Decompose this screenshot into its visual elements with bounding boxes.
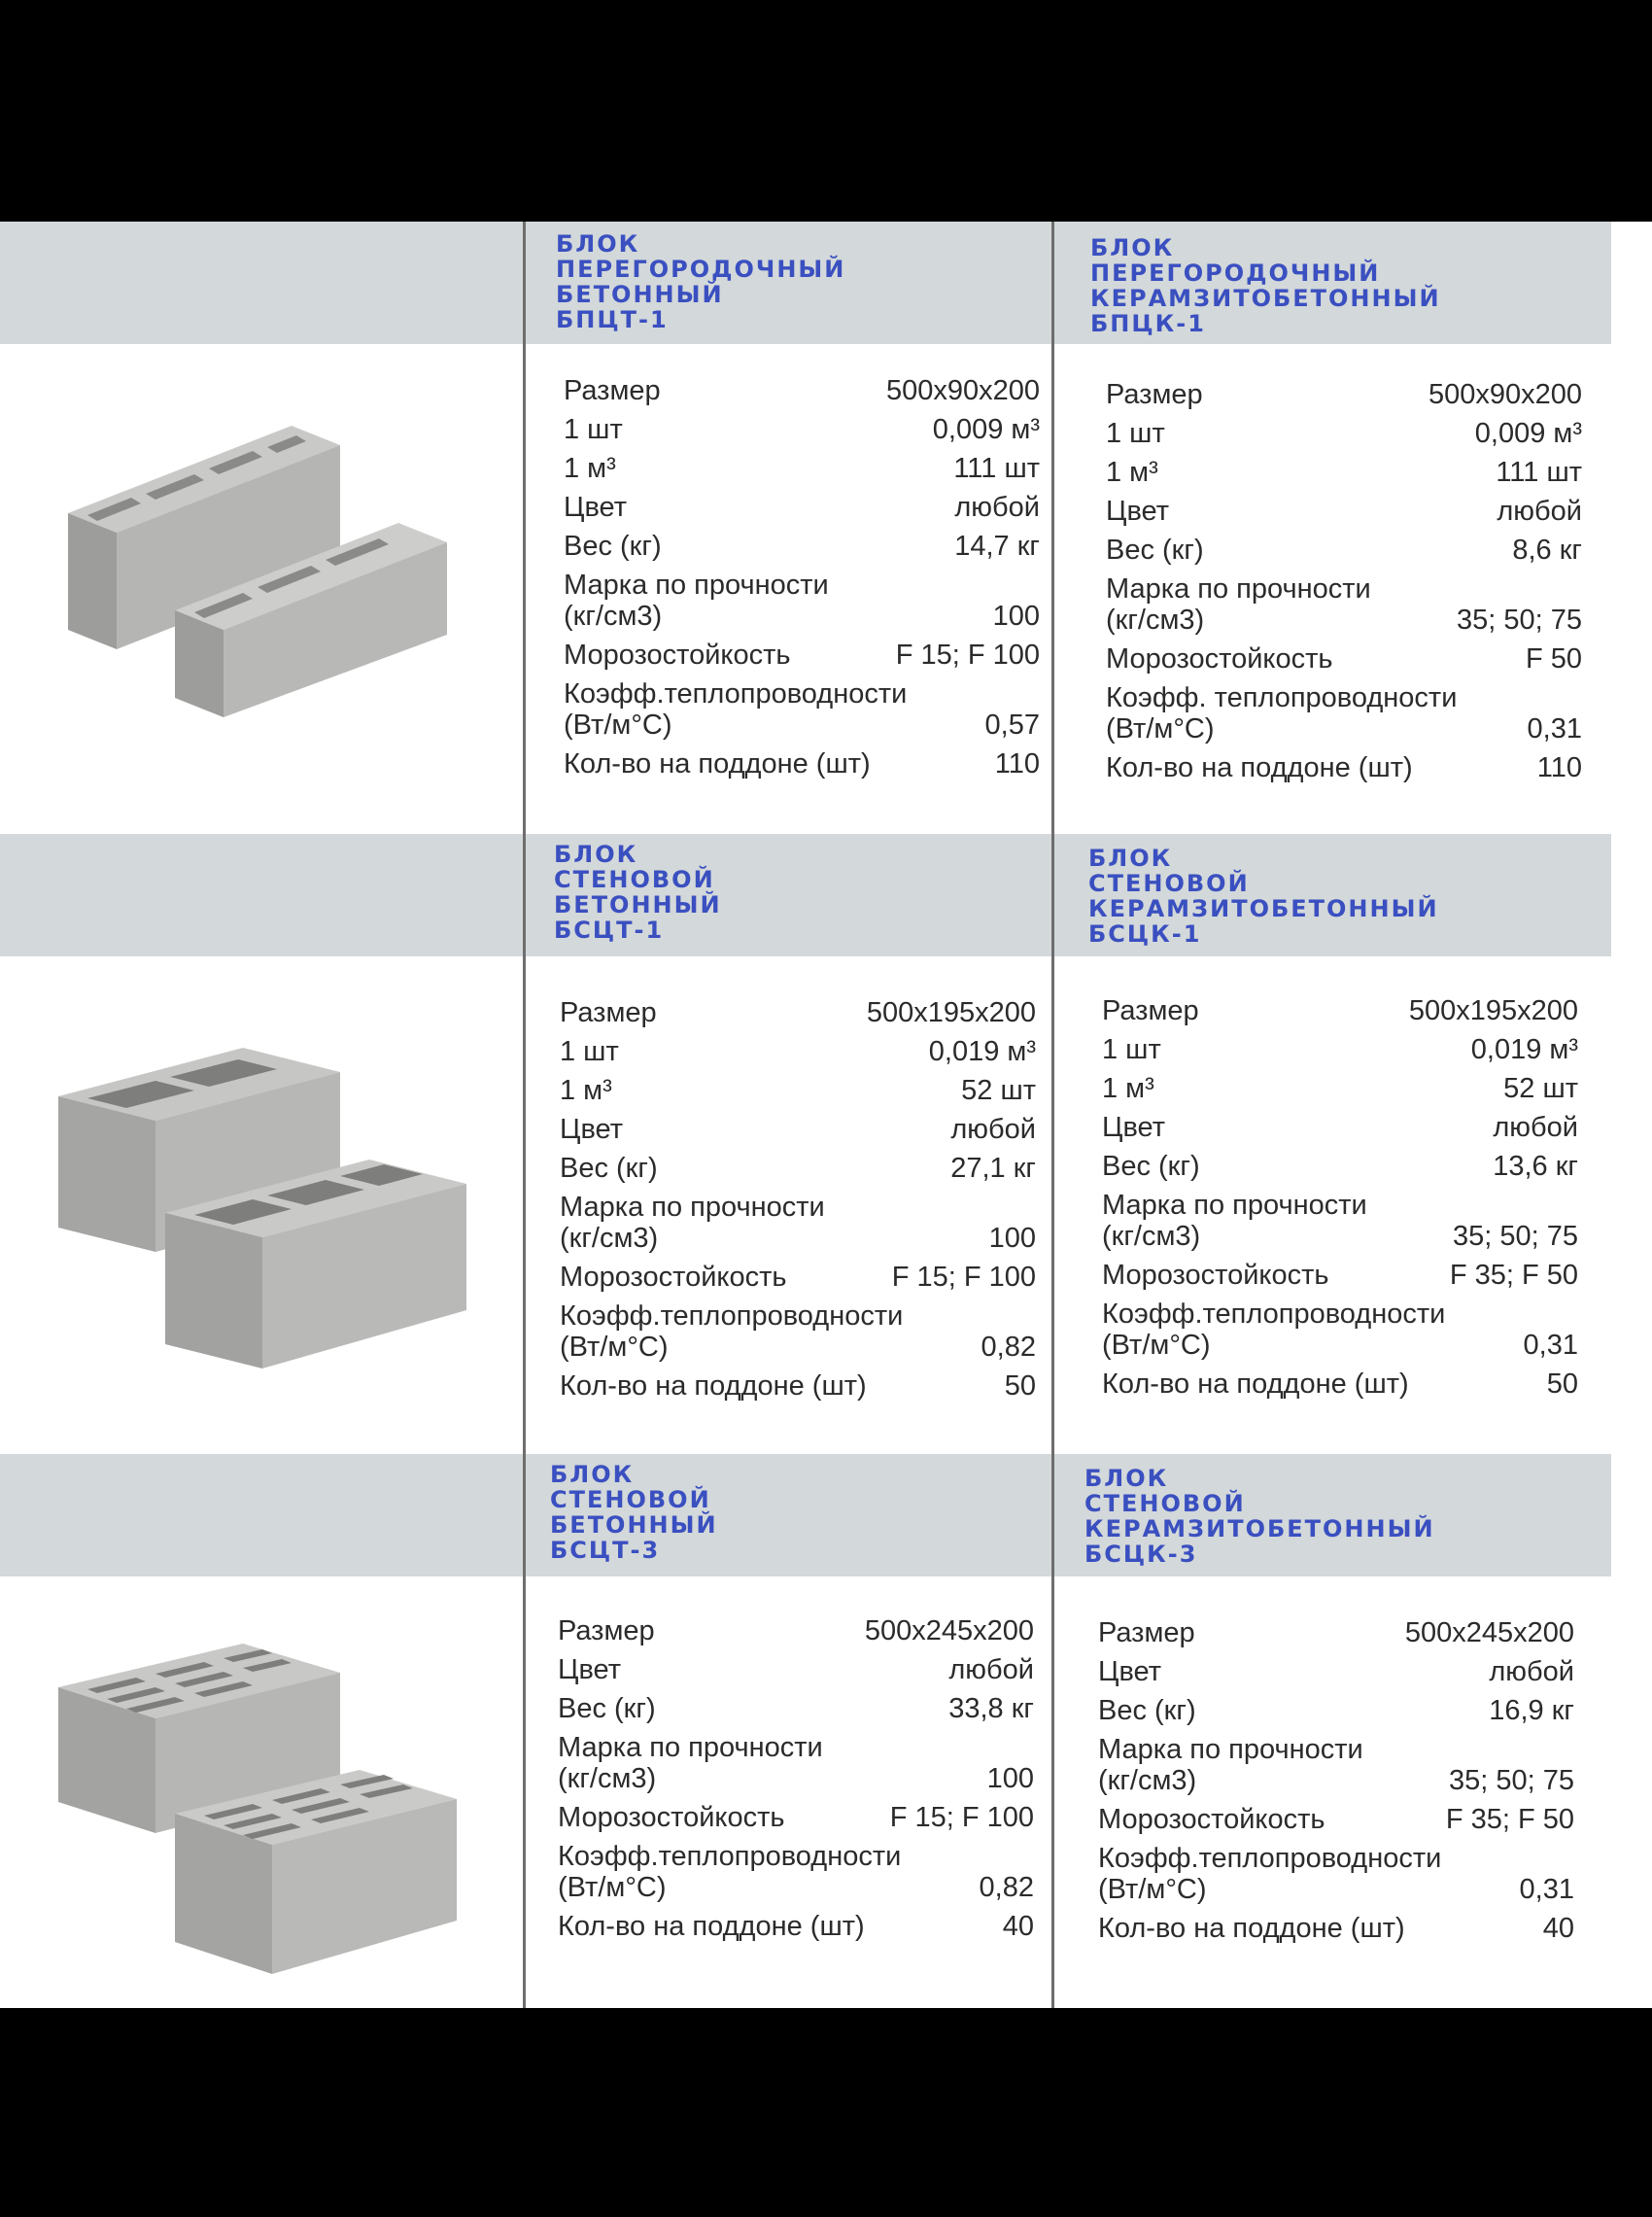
spec-row: Цвет любой [1098,1656,1574,1687]
spec-row: Вес (кг) 8,6 кг [1106,535,1582,566]
spec-list [564,375,1040,787]
spec-row: Коэфф.теплопроводности (Вт/м°С) 0,31 [1098,1843,1574,1905]
spec-row: 1 шт 0,009 м³ [1106,418,1582,449]
product-title: БЛОК ПЕРЕГОРОДОЧНЫЙ КЕРАМЗИТОБЕТОННЫЙ БПЦК-1 [1090,234,1441,337]
spec-row: Коэфф.теплопроводности (Вт/м°С) 0,57 [564,678,1040,741]
spec-row: Марка по прочности (кг/см3) 100 [560,1192,1036,1254]
spec-row: Кол-во на поддоне (шт) 110 [564,748,1040,779]
spec-row: Цвет любой [558,1654,1034,1685]
spec-row: Размер 500x245x200 [558,1615,1034,1646]
spec-list [1102,995,1578,1407]
spec-row: Кол-во на поддоне (шт) 40 [558,1911,1034,1942]
spec-row: Марка по прочности (кг/см3) 35; 50; 75 [1102,1190,1578,1252]
spec-row: 1 м³ 52 шт [560,1075,1036,1106]
spec-row: Цвет любой [564,492,1040,523]
spec-list [558,1615,1034,1950]
spec-row: Вес (кг) 16,9 кг [1098,1695,1574,1726]
spec-row: 1 шт 0,009 м³ [564,414,1040,445]
spec-row: Цвет любой [1102,1112,1578,1143]
partition-block-pair-icon [49,397,505,727]
spec-row: 1 шт 0,019 м³ [1102,1034,1578,1065]
spec-row: Размер 500x90x200 [564,375,1040,406]
spec-row: Марка по прочности (кг/см3) 100 [564,570,1040,632]
product-title: БЛОК СТЕНОВОЙ КЕРАМЗИТОБЕТОННЫЙ БСЦК-1 [1088,845,1439,948]
catalog-page [0,222,1652,2008]
column-divider [523,222,526,2008]
spec-row: Коэфф.теплопроводности (Вт/м°С) 0,31 [1102,1299,1578,1361]
spec-row: Морозостойкость F 15; F 100 [564,640,1040,671]
spec-row: Вес (кг) 13,6 кг [1102,1151,1578,1182]
spec-row: 1 м³ 111 шт [1106,457,1582,488]
section-bsc-1 [0,834,1652,1454]
wall-block-multi-slot-pair-icon [49,1629,505,1989]
spec-row: Вес (кг) 27,1 кг [560,1153,1036,1184]
spec-row: Размер 500x195x200 [560,997,1036,1028]
spec-row: Марка по прочности (кг/см3) 100 [558,1732,1034,1794]
spec-row: Размер 500x90x200 [1106,379,1582,410]
spec-row: Кол-во на поддоне (шт) 110 [1106,752,1582,783]
spec-row: Марка по прочности (кг/см3) 35; 50; 75 [1106,573,1582,636]
product-title: БЛОК СТЕНОВОЙ БЕТОННЫЙ БСЦТ-3 [550,1461,718,1564]
spec-row: Марка по прочности (кг/см3) 35; 50; 75 [1098,1734,1574,1796]
section-bpc-1 [0,222,1652,834]
spec-row: Размер 500x245x200 [1098,1617,1574,1648]
spec-row: Морозостойкость F 35; F 50 [1098,1804,1574,1835]
wall-block-two-void-pair-icon [49,1009,505,1378]
spec-list [1106,379,1582,791]
spec-row: 1 шт 0,019 м³ [560,1036,1036,1067]
spec-row: Морозостойкость F 15; F 100 [558,1802,1034,1833]
product-title: БЛОК ПЕРЕГОРОДОЧНЫЙ БЕТОННЫЙ БПЦТ-1 [556,230,846,333]
product-title: БЛОК СТЕНОВОЙ КЕРАМЗИТОБЕТОННЫЙ БСЦК-3 [1084,1465,1435,1568]
spec-row: Цвет любой [560,1114,1036,1145]
spec-row: Размер 500x195x200 [1102,995,1578,1026]
spec-list [560,997,1036,1409]
spec-row: Коэфф.теплопроводности (Вт/м°С) 0,82 [558,1841,1034,1903]
spec-row: Морозостойкость F 50 [1106,643,1582,675]
spec-row: Вес (кг) 14,7 кг [564,531,1040,562]
spec-row: Вес (кг) 33,8 кг [558,1693,1034,1724]
spec-row: Коэфф. теплопроводности (Вт/м°С) 0,31 [1106,682,1582,745]
spec-row: Кол-во на поддоне (шт) 40 [1098,1913,1574,1944]
spec-row: 1 м³ 111 шт [564,453,1040,484]
spec-row: Морозостойкость F 15; F 100 [560,1262,1036,1293]
spec-row: Цвет любой [1106,496,1582,527]
column-divider [1051,222,1054,2008]
spec-row: Морозостойкость F 35; F 50 [1102,1260,1578,1291]
spec-row: Кол-во на поддоне (шт) 50 [560,1370,1036,1402]
section-bsc-3 [0,1454,1652,2008]
spec-row: Кол-во на поддоне (шт) 50 [1102,1368,1578,1400]
spec-list [1098,1617,1574,1952]
product-title: БЛОК СТЕНОВОЙ БЕТОННЫЙ БСЦТ-1 [554,841,722,944]
spec-row: 1 м³ 52 шт [1102,1073,1578,1104]
spec-row: Коэфф.теплопроводности (Вт/м°С) 0,82 [560,1300,1036,1363]
